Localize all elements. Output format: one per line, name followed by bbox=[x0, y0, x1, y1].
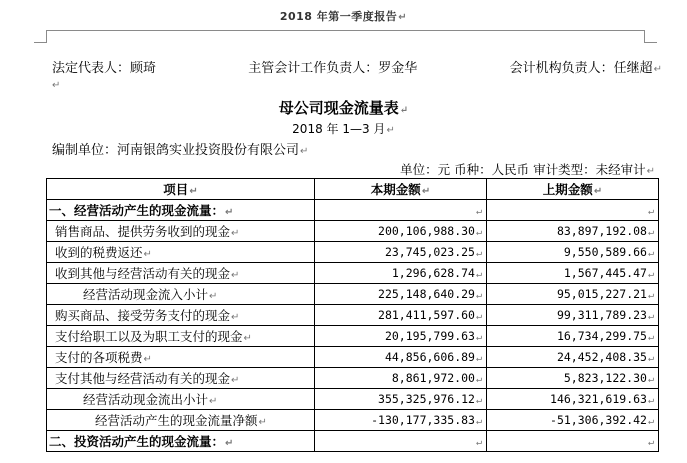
crop-mark-top-right-icon bbox=[644, 30, 657, 43]
row-previous-amount: 95,015,227.21↵ bbox=[487, 284, 659, 305]
paragraph-mark-icon: ↵ bbox=[52, 80, 61, 91]
column-header-previous: 上期金额↵ bbox=[487, 179, 659, 200]
accounting-head: 主管会计工作负责人：罗金华 bbox=[248, 61, 418, 76]
row-item-label: 一、经营活动产生的现金流量：↵ bbox=[47, 200, 315, 221]
table-row bbox=[47, 200, 659, 221]
row-previous-amount: ↵ bbox=[487, 431, 659, 452]
row-previous-amount: ↵ bbox=[487, 200, 659, 221]
table-row bbox=[47, 368, 659, 389]
row-item-label: 销售商品、提供劳务收到的现金↵ bbox=[47, 221, 315, 242]
cash-flow-table bbox=[46, 178, 659, 452]
table-row bbox=[47, 431, 659, 452]
column-header-item: 项目↵ bbox=[47, 179, 315, 200]
accounting-org-head-wrap bbox=[510, 57, 662, 76]
row-previous-amount: 146,321,619.63↵ bbox=[487, 389, 659, 410]
row-previous-amount: 1,567,445.47↵ bbox=[487, 263, 659, 284]
preparing-entity bbox=[52, 139, 308, 158]
row-current-amount: 23,745,023.25↵ bbox=[315, 242, 487, 263]
row-current-amount: ↵ bbox=[315, 431, 487, 452]
row-previous-amount: -51,306,392.42↵ bbox=[487, 410, 659, 431]
row-current-amount: 281,411,597.60↵ bbox=[315, 305, 487, 326]
row-previous-amount: 24,452,408.35↵ bbox=[487, 347, 659, 368]
table-row bbox=[47, 326, 659, 347]
row-item-label: 经营活动现金流入小计↵ bbox=[47, 284, 315, 305]
row-item-label: 收到其他与经营活动有关的现金↵ bbox=[47, 263, 315, 284]
table-row bbox=[47, 389, 659, 410]
signature-line bbox=[52, 57, 662, 76]
units-text: 单位：元 币种：人民币 审计类型：未经审计 bbox=[400, 162, 646, 177]
legal-representative: 法定代表人：顾琦 bbox=[52, 61, 157, 76]
table-row bbox=[47, 410, 659, 431]
row-current-amount: -130,177,335.83↵ bbox=[315, 410, 487, 431]
table-row bbox=[47, 284, 659, 305]
report-period-text: 2018 年 1—3 月 bbox=[292, 122, 386, 136]
paragraph-mark-icon: ↵ bbox=[653, 64, 662, 75]
row-current-amount: 200,106,988.30↵ bbox=[315, 221, 487, 242]
paragraph-mark-icon: ↵ bbox=[386, 125, 395, 136]
table-header-row bbox=[47, 179, 659, 200]
row-current-amount: ↵ bbox=[315, 200, 487, 221]
row-current-amount: 8,861,972.00↵ bbox=[315, 368, 487, 389]
report-period bbox=[0, 120, 687, 137]
row-current-amount: 44,856,606.89↵ bbox=[315, 347, 487, 368]
running-header bbox=[36, 8, 651, 24]
table-row bbox=[47, 242, 659, 263]
preparing-entity-text: 编制单位：河南银鸽实业投资股份有限公司 bbox=[52, 143, 300, 158]
row-previous-amount: 99,311,789.23↵ bbox=[487, 305, 659, 326]
row-previous-amount: 83,897,192.08↵ bbox=[487, 221, 659, 242]
header-divider bbox=[46, 30, 645, 31]
row-current-amount: 1,296,628.74↵ bbox=[315, 263, 487, 284]
row-item-label: 经营活动现金流出小计↵ bbox=[47, 389, 315, 410]
accounting-org-head: 会计机构负责人：任继超 bbox=[509, 61, 653, 76]
row-item-label: 经营活动产生的现金流量净额↵ bbox=[47, 410, 315, 431]
row-previous-amount: 9,550,589.66↵ bbox=[487, 242, 659, 263]
row-previous-amount: 16,734,299.75↵ bbox=[487, 326, 659, 347]
row-item-label: 二、投资活动产生的现金流量：↵ bbox=[47, 431, 315, 452]
row-current-amount: 355,325,976.12↵ bbox=[315, 389, 487, 410]
crop-mark-top-left-icon bbox=[34, 30, 47, 43]
row-item-label: 收到的税费返还↵ bbox=[47, 242, 315, 263]
column-header-current: 本期金额↵ bbox=[315, 179, 487, 200]
row-previous-amount: 5,823,122.30↵ bbox=[487, 368, 659, 389]
report-title bbox=[0, 97, 687, 118]
paragraph-mark-icon: ↵ bbox=[300, 146, 309, 157]
row-item-label: 支付的各项税费↵ bbox=[47, 347, 315, 368]
report-title-text: 母公司现金流量表 bbox=[278, 99, 399, 117]
units-line bbox=[400, 160, 655, 178]
paragraph-mark-icon: ↵ bbox=[398, 12, 408, 23]
table-row bbox=[47, 221, 659, 242]
row-current-amount: 20,195,799.63↵ bbox=[315, 326, 487, 347]
row-item-label: 支付其他与经营活动有关的现金↵ bbox=[47, 368, 315, 389]
table-row bbox=[47, 305, 659, 326]
table-row bbox=[47, 263, 659, 284]
paragraph-mark-icon: ↵ bbox=[399, 105, 409, 116]
table-row bbox=[47, 347, 659, 368]
row-item-label: 支付给职工以及为职工支付的现金↵ bbox=[47, 326, 315, 347]
row-item-label: 购买商品、接受劳务支付的现金↵ bbox=[47, 305, 315, 326]
paragraph-mark-icon: ↵ bbox=[646, 166, 655, 177]
running-header-text: 2018 年第一季度报告 bbox=[279, 10, 398, 23]
row-current-amount: 225,148,640.29↵ bbox=[315, 284, 487, 305]
